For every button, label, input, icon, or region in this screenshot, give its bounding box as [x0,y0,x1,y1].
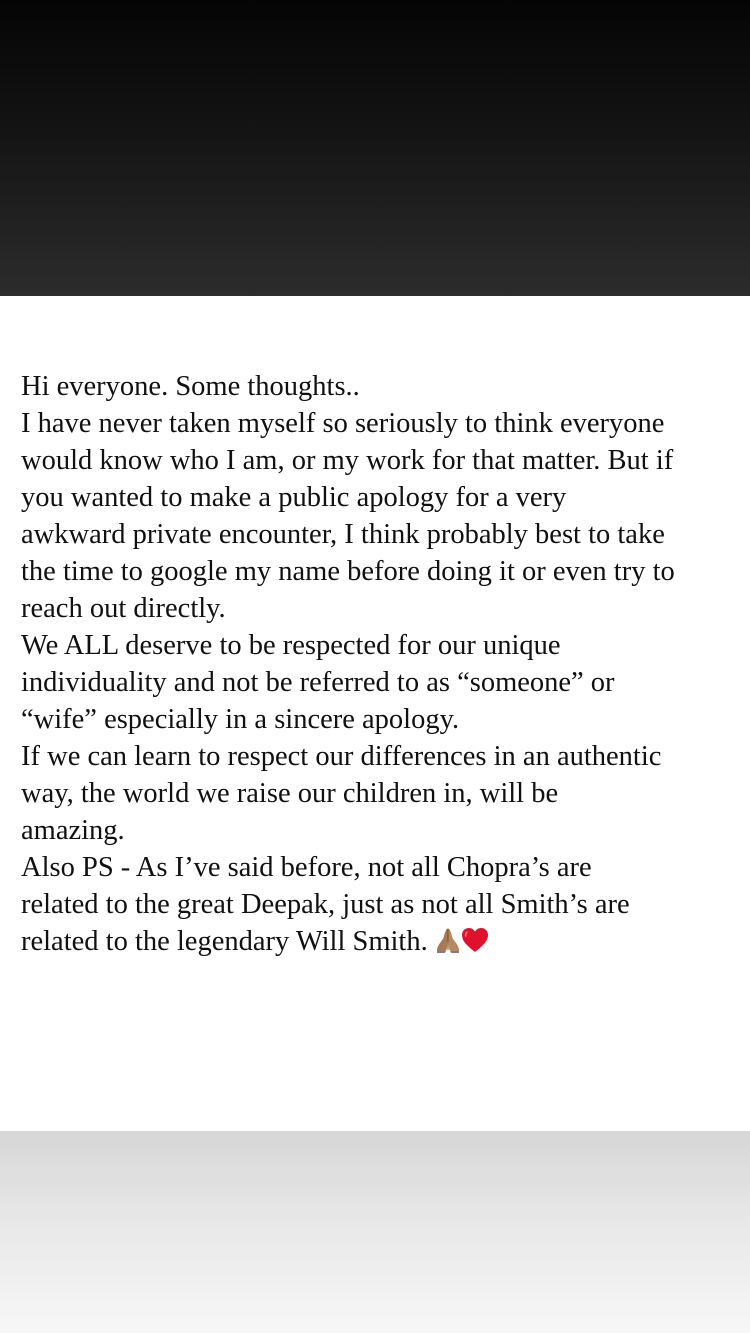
note-line-text: related to the legendary Will Smith. [21,926,428,957]
note-last-line [21,923,741,964]
note-line: would know who I am, or my work for that matter. But if [21,445,674,476]
emoji-group [434,926,490,964]
note-line: the time to google my name before doing it or even try to [21,556,675,587]
folded-hands-icon [434,926,462,954]
note-line: related to the great Deepak, just as not all Smith’s are [21,889,630,920]
note-line: Also PS - As I’ve said before, not all Chopra’s are [21,852,592,883]
note-line: amazing. [21,815,125,846]
note-line: way, the world we raise our children in, will be [21,778,559,809]
note-line: Hi everyone. Some thoughts.. [21,371,360,402]
note-line: We ALL deserve to be respected for our unique [21,630,561,661]
apology-note-text [21,368,741,964]
bottom-gradient-background [0,1131,750,1333]
note-line: I have never taken myself so seriously to think everyone [21,408,665,439]
red-heart-icon [460,926,490,954]
note-line: If we can learn to respect our differences in an authentic [21,741,662,772]
note-line: “wife” especially in a sincere apology. [21,704,460,735]
note-line: individuality and not be referred to as “someone” or [21,667,615,698]
note-line: you wanted to make a public apology for a very [21,482,567,513]
top-gradient-background [0,0,750,296]
note-line: awkward private encounter, I think probably best to take [21,519,665,550]
note-line: reach out directly. [21,593,226,624]
